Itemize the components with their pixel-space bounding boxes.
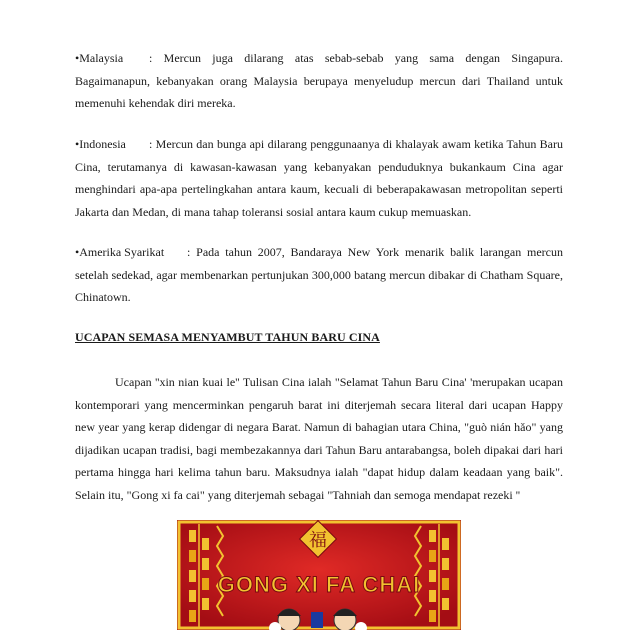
- paragraph-ucapan: [75, 371, 563, 506]
- paragraph-text-malaysia: : Mercun juga dilarang atas sebab-sebab yang sama dengan Singapura. Bagaimanapun, kebanyakan orang Malaysia berupaya menyeludup mercun dari Thailand untuk memenuhi kehendak diri mereka.: [75, 51, 563, 110]
- country-label-malaysia: •Malaysia: [75, 51, 124, 65]
- paragraph-malaysia: [75, 47, 563, 115]
- paragraph-text-amerika-syarikat: : Pada tahun 2007, Bandaraya New York menarik balik larangan mercun setelah sedekad, agar membenarkan pertunjukan 300,000 batang mercun dibakar di Chatham Square, Chinatown.: [75, 245, 563, 304]
- country-label-indonesia: •Indonesia: [75, 137, 126, 151]
- banner-title: GONG XI FA CHAI: [217, 572, 421, 597]
- gong-xi-fa-chai-banner: [177, 520, 461, 630]
- fu-character: 福: [309, 530, 327, 551]
- banner-artwork: [177, 520, 461, 630]
- cartoon-figures-icon: [269, 609, 367, 630]
- paragraph-indonesia: [75, 133, 563, 223]
- paragraph-text-indonesia: : Mercun dan bunga api dilarang penggunaanya di khalayak awam ketika Tahun Baru Cina, terutamanya di kawasan-kawasan yang kebanyakan penduduknya bukankaum Cina agar menghindari apa-apa pertelingkahan antara kaum, kecuali di beberapakawasan metropolitan seperti Jakarta dan Medan, di mana tahap toleransi sosial antara kaum cukup memuaskan.: [75, 137, 563, 219]
- paragraph-amerika-syarikat: [75, 241, 563, 309]
- paragraph-text-ucapan: Ucapan ''xin nian kuai le'' Tulisan Cina ialah "Selamat Tahun Baru Cina' 'merupakan ucapan kontemporari yang mencerminkan pengaruh barat ini diterjemah secara literal dari ucapan Happy new year yang kerap didengar di negara Barat. Namun di bahagian utara China, "guò nián hǎo" yang dijadikan ucapan tradisi, bagi membezakannya dari Tahun Baru antarabangsa, boleh dipakai dari hari pertama hingga hari kelima tahun baru. Maksudnya ialah "dapat hidup dalam keadaan yang baik". Selain itu, "Gong xi fa cai" yang diterjemah sebagai "Tahniah dan semoga mendapat rezeki '': [75, 375, 563, 502]
- section-heading: UCAPAN SEMASA MENYAMBUT TAHUN BARU CINA: [75, 330, 380, 344]
- country-label-amerika-syarikat: •Amerika Syarikat: [75, 245, 165, 259]
